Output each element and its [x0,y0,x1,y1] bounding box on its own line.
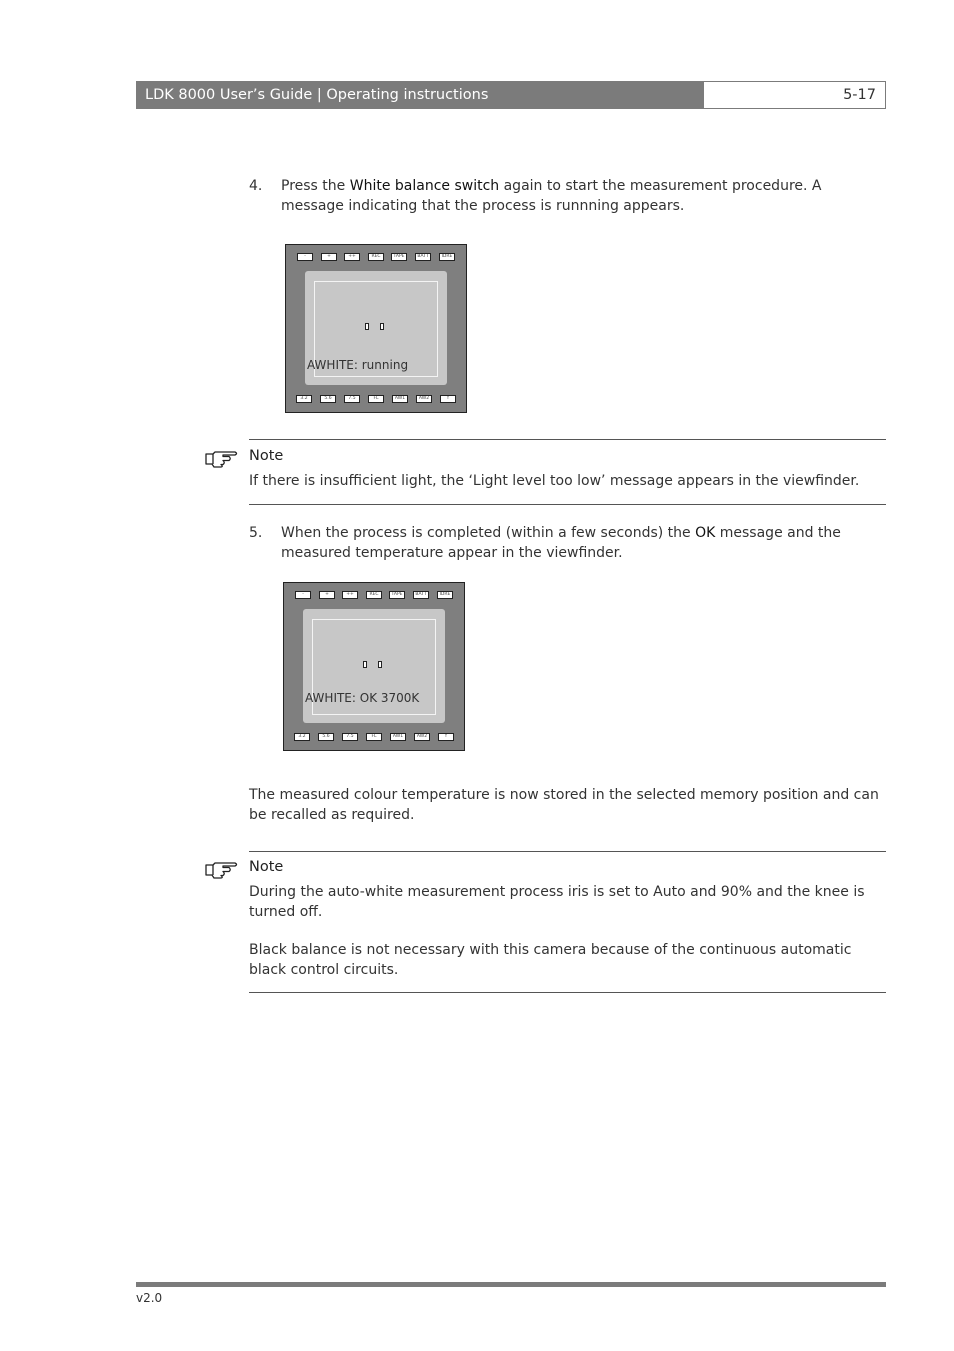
indicator: REC [366,591,382,599]
center-marker [378,661,382,668]
indicator: TAPE [391,253,407,261]
note-title: Note [249,859,284,875]
note-top-rule [249,439,886,440]
viewfinder-running [285,244,467,413]
pointing-hand-icon [205,859,239,879]
indicator: BATT [413,591,429,599]
indicator: + [321,253,337,261]
note-title: Note [249,448,284,464]
step-text: Press the White balance switch again to start the measurement procedure. A message indicating that the process is runnning appears. [281,178,822,214]
indicator: 5.6 [320,395,336,403]
ok-label: OK [695,525,716,541]
indicator: ++ [344,253,360,261]
viewfinder-bottom-indicators [284,733,464,742]
note-text: If there is insufficient light, the ‘Light level too low’ message appears in the viewfinder. [249,473,860,489]
step-number: 5. [249,525,263,541]
indicator: AW2 [414,733,430,741]
viewfinder-message: AWHITE: OK 3700K [305,691,420,705]
indicator: 3.2 [296,395,312,403]
indicator: BATT [415,253,431,261]
viewfinder-top-indicators [284,591,464,600]
center-marker [363,661,367,668]
step-number: 4. [249,178,263,194]
note-top-rule [249,851,886,852]
indicator: FL [368,395,384,403]
indicator: 5.6 [318,733,334,741]
note-bottom-rule [249,504,886,505]
indicator: AW1 [390,733,406,741]
indicator: + [319,591,335,599]
indicator: ++ [342,591,358,599]
page-number: 5-17 [704,81,886,109]
indicator: REC [368,253,384,261]
center-marker [365,323,369,330]
viewfinder-ok [283,582,465,751]
document-version: v2.0 [136,1291,163,1305]
body-paragraph: The measured colour temperature is now stored in the selected memory position and can be recalled as required. [249,787,879,823]
indicator: FL [366,733,382,741]
note-text: During the auto-white measurement process iris is set to Auto and 90% and the knee is turned off. [249,884,865,920]
indicator: 7.5 [342,733,358,741]
viewfinder-screen [303,609,445,723]
indicator: IDRE [437,591,453,599]
indicator: f [440,395,456,403]
center-marker [380,323,384,330]
indicator: f [438,733,454,741]
page-header-title: LDK 8000 User’s Guide | Operating instructions [136,81,704,109]
note-bottom-rule [249,992,886,993]
viewfinder-message: AWHITE: running [307,358,409,372]
note-text: Black balance is not necessary with this camera because of the continuous automatic black control circuits. [249,942,852,978]
viewfinder-bottom-indicators [286,395,466,404]
indicator: 3.2 [294,733,310,741]
indicator: - [297,253,313,261]
indicator: 7.5 [344,395,360,403]
indicator: TAPE [389,591,405,599]
pointing-hand-icon [205,448,239,468]
viewfinder-top-indicators [286,253,466,262]
indicator: IDRE [439,253,455,261]
indicator: - [295,591,311,599]
indicator: AW2 [416,395,432,403]
white-balance-switch-label: White balance switch [349,178,500,194]
indicator: AW1 [392,395,408,403]
footer-bar [136,1282,886,1287]
step-text: When the process is completed (within a few seconds) the OK message and the measured temperature appear in the viewfinder. [281,525,841,561]
